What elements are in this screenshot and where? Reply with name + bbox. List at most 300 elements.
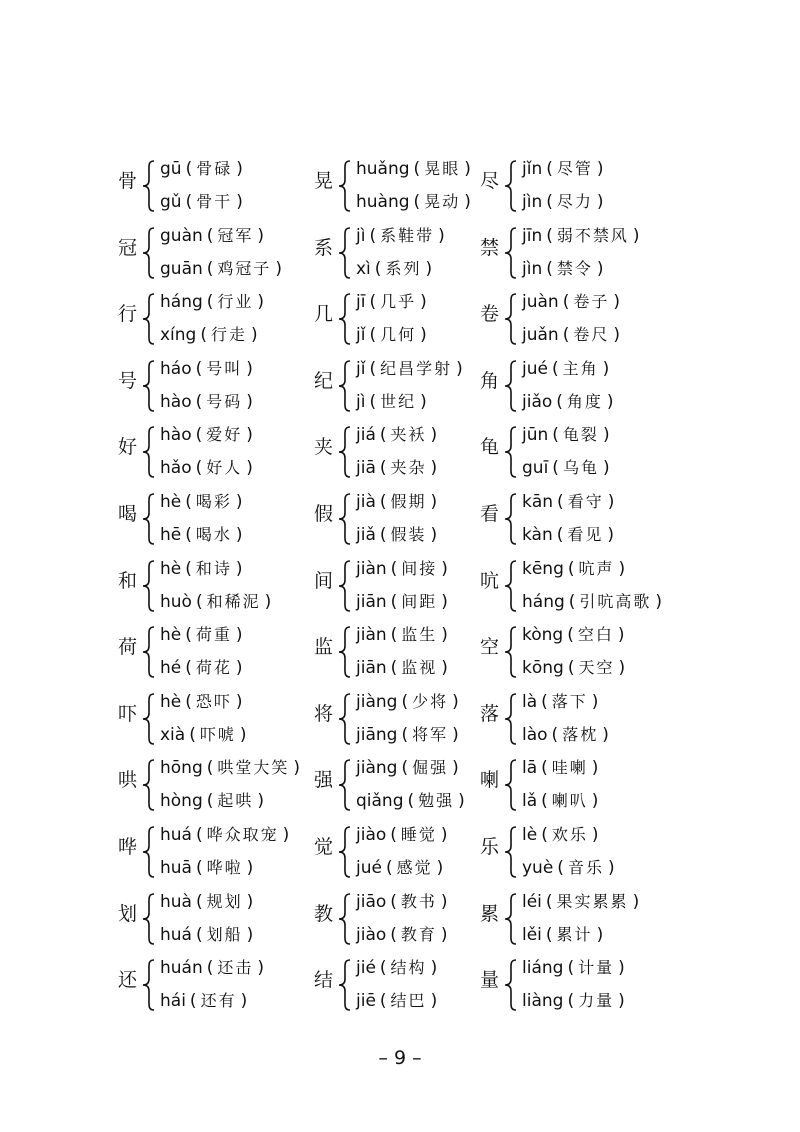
paren-open: ( [401,724,409,745]
entry-character: 几 [314,303,334,326]
example-word: 天空 [578,658,615,678]
reading-line [522,957,629,979]
paren-open: ( [567,558,575,579]
paren-close: ) [235,625,243,646]
paren-open: ( [546,192,553,212]
pinyin: là [522,691,538,712]
reading-line [160,891,257,913]
paren-close: ) [257,958,265,979]
reading-line [356,724,463,746]
brace-icon [138,424,158,480]
reading-line [356,291,431,313]
brace-icon [138,358,158,414]
paren-open: ( [185,558,192,579]
paren-close: ) [596,924,604,945]
example-word: 规划 [206,891,243,911]
example-word: 夹袄 [390,425,427,445]
paren-open: ( [195,358,203,379]
paren-open: ( [413,192,421,212]
paren-close: ) [246,858,254,878]
paren-open: ( [185,658,192,679]
paren-open: ( [407,791,415,812]
paren-close: ) [430,958,438,979]
pinyin: jué [356,858,382,878]
pinyin: jiào [356,825,387,845]
paren-open: ( [541,825,548,845]
brace-icon [500,558,520,614]
paren-close: ) [441,558,448,579]
example-word: 教书 [400,891,437,911]
paren-open: ( [369,292,377,313]
brace-icon [334,957,354,1013]
paren-open: ( [195,425,203,446]
paren-close: ) [607,858,615,878]
pinyin: gǔ [160,192,182,212]
pinyin: guān [160,258,203,279]
pinyin: kōng [522,658,564,679]
reading-line [356,657,452,679]
pinyin: huǎng [356,159,410,179]
entry-character: 乐 [480,836,500,858]
paren-open: ( [195,591,203,612]
example-word: 纪昌学射 [380,358,453,378]
pinyin: jiàng [356,758,398,779]
reading-line [160,358,257,380]
entry-item [118,485,318,551]
example-word: 结巴 [390,991,427,1011]
paren-close: ) [430,458,438,479]
example-word: 弱不禁风 [556,225,629,245]
example-word: 引吭高歌 [579,591,652,611]
brace-icon [500,158,520,214]
paren-open: ( [189,991,197,1012]
reading-line [522,158,608,180]
paren-close: ) [275,258,283,279]
brace-icon [500,491,520,547]
entry-item [118,152,318,218]
reading-line [356,891,452,913]
brace-icon [334,358,354,414]
paren-open: ( [379,425,387,446]
paren-open: ( [379,458,387,479]
paren-close: ) [282,825,290,845]
paren-close: ) [602,724,609,745]
entry-character: 号 [118,369,138,392]
paren-close: ) [236,159,243,179]
paren-open: ( [551,724,559,745]
entry-item [118,285,318,351]
reading-line [522,424,614,446]
example-word: 吓唬 [199,724,236,744]
reading-line [356,225,449,247]
paren-open: ( [195,858,203,878]
paren-open: ( [557,492,564,512]
reading-line [160,990,251,1012]
paren-close: ) [456,358,463,379]
paren-open: ( [557,858,564,878]
example-word: 间接 [401,558,438,578]
example-word: 爱好 [206,425,243,445]
brace-icon [334,424,354,480]
paren-open: ( [551,358,559,379]
entry-item [118,818,318,884]
reading-line [522,724,613,746]
example-word: 行走 [211,325,248,345]
entry-character: 看 [480,503,500,525]
entry-item [118,685,318,751]
reading-line [356,624,452,646]
example-word: 音乐 [567,858,604,877]
pinyin: lǎ [522,791,538,812]
entry-character: 强 [314,769,334,792]
brace-icon [138,624,158,680]
example-word: 卷子 [573,292,610,312]
reading-line [160,957,268,979]
paren-close: ) [596,192,604,212]
pinyin: lā [522,758,538,779]
pinyin: huà [160,891,192,912]
example-word: 晃眼 [424,159,461,178]
reading-line [160,258,286,280]
example-word: 落下 [551,691,588,711]
example-word: 看见 [567,525,604,544]
paren-close: ) [438,225,445,246]
paren-open: ( [195,825,203,845]
brace-icon [334,624,354,680]
brace-icon [500,757,520,813]
reading-line [522,691,602,713]
example-word: 将军 [412,724,449,744]
pinyin: yuè [522,858,554,878]
example-word: 空白 [577,625,614,645]
paren-close: ) [246,425,253,446]
paren-close: ) [440,825,448,845]
paren-open: ( [545,924,553,945]
pinyin: juàn [522,292,559,313]
paren-open: ( [379,525,387,545]
pinyin: liáng [522,958,564,979]
example-word: 吭声 [578,558,615,578]
paren-open: ( [568,591,576,612]
reading-line [356,424,441,446]
entry-character: 划 [118,902,138,925]
paren-close: ) [618,991,625,1012]
brace-icon [500,424,520,480]
pinyin: jīn [522,225,543,246]
paren-open: ( [374,258,382,279]
brace-icon [138,558,158,614]
reading-line [356,857,447,879]
brace-icon [500,225,520,281]
brace-icon [334,225,354,281]
paren-close: ) [452,691,459,712]
paren-close: ) [602,425,610,446]
paren-open: ( [562,325,570,346]
paren-close: ) [430,492,438,512]
pinyin: jiàng [356,691,398,712]
pinyin: lào [522,724,548,745]
entry-character: 吓 [118,702,138,725]
entry-character: 骨 [118,170,138,192]
entry-character: 监 [314,636,334,659]
pinyin: hái [160,991,186,1012]
paren-close: ) [239,724,247,745]
example-word: 哗众取宠 [206,825,279,844]
paren-open: ( [546,159,553,179]
paren-open: ( [195,891,203,912]
reading-line [160,391,257,413]
pinyin: jiāng [356,724,398,745]
paren-close: ) [618,558,626,579]
entry-character: 和 [118,569,138,592]
paren-open: ( [369,358,377,379]
paren-open: ( [185,192,193,212]
example-word: 哇喇 [551,758,588,778]
paren-close: ) [458,791,465,812]
paren-close: ) [464,159,471,179]
paren-close: ) [235,691,243,712]
reading-line [356,924,452,946]
example-word: 乌龟 [562,458,599,478]
paren-close: ) [613,325,620,346]
paren-open: ( [369,225,377,246]
example-word: 倔强 [412,758,449,778]
pinyin: léi [522,891,542,912]
pinyin: jiǎo [522,391,553,412]
reading-line [160,591,275,613]
example-word: 世纪 [380,391,417,411]
paren-open: ( [185,525,192,545]
pinyin: lěi [522,924,542,945]
pinyin: jǐ [356,358,366,379]
paren-open: ( [206,225,214,246]
reading-line [522,291,624,313]
reading-line [160,790,268,812]
example-word: 假期 [390,492,427,511]
paren-close: ) [257,225,265,246]
reading-line [522,358,613,380]
paren-open: ( [413,159,421,179]
example-word: 睡觉 [400,825,437,844]
reading-line [356,191,475,213]
brace-icon [138,491,158,547]
pinyin: jié [356,958,376,979]
paren-close: ) [618,958,625,979]
reading-line [522,524,618,546]
example-word: 系列 [385,258,422,278]
paren-close: ) [596,258,604,279]
example-word: 计量 [578,958,615,978]
example-word: 尽力 [556,192,593,211]
pinyin: kàn [522,525,553,545]
paren-close: ) [246,358,253,379]
paren-close: ) [441,591,448,612]
pinyin: juǎn [522,325,559,346]
example-word: 好人 [206,458,243,478]
entry-character: 吭 [480,569,500,592]
reading-line [522,225,644,247]
entry-character: 禁 [480,236,500,259]
entry-item [480,485,680,551]
brace-icon [138,891,158,947]
reading-line [160,291,268,313]
pinyin: jué [522,358,548,379]
example-word: 教育 [400,924,437,944]
example-word: 累计 [556,924,593,944]
example-word: 起哄 [217,791,254,811]
paren-close: ) [441,625,448,646]
reading-line [356,391,431,413]
example-word: 哄堂大笑 [217,758,290,778]
paren-close: ) [430,525,438,545]
paren-close: ) [440,924,448,945]
paren-open: ( [200,325,207,346]
example-word: 尽管 [556,159,593,178]
paren-open: ( [379,492,387,512]
paren-close: ) [602,358,610,379]
reading-line [160,924,257,946]
example-word: 荷重 [195,625,232,645]
entry-item [118,751,318,817]
entry-item [118,951,318,1017]
entry-item [480,885,680,951]
entry-item [480,352,680,418]
example-word: 龟裂 [562,425,599,445]
reading-line [356,558,452,580]
pinyin: jiàn [356,625,387,646]
brace-icon [500,358,520,414]
entry-character: 纪 [314,369,334,392]
pinyin: huàng [356,192,410,212]
page-number-dash-right: – [406,1047,422,1069]
paren-close: ) [464,192,471,212]
entry-character: 量 [480,969,500,992]
reading-line [160,524,247,546]
paren-open: ( [567,991,575,1012]
pinyin: hǎo [160,458,192,479]
paren-close: ) [235,658,243,679]
entry-character: 喝 [118,503,138,525]
reading-line [522,990,629,1012]
pinyin: lè [522,825,538,845]
reading-line [522,324,624,346]
pinyin: huán [160,958,203,979]
paren-close: ) [596,159,604,179]
paren-close: ) [235,492,243,512]
entry-character: 系 [314,236,334,259]
example-word: 骨碌 [196,159,233,178]
pinyin: huā [160,858,192,878]
brace-icon [334,757,354,813]
paren-open: ( [185,159,193,179]
paren-open: ( [541,791,548,812]
reading-line [160,158,247,180]
paren-close: ) [632,225,640,246]
paren-open: ( [390,924,397,945]
example-word: 假装 [390,525,427,544]
reading-line [356,324,431,346]
pinyin: háng [522,591,565,612]
pinyin: jiǎ [356,525,376,545]
reading-line [522,457,614,479]
example-word: 禁令 [556,258,593,278]
brace-icon [334,291,354,347]
paren-open: ( [562,292,570,313]
entry-character: 累 [480,902,500,925]
reading-line [522,824,602,846]
brace-icon [334,691,354,747]
reading-line [160,457,257,479]
entry-item [480,152,680,218]
paren-close: ) [236,192,243,212]
paren-close: ) [251,325,258,346]
reading-line [160,657,247,679]
paren-close: ) [257,791,265,812]
example-word: 哗啦 [206,858,243,877]
paren-close: ) [591,758,599,779]
pinyin: jìn [522,258,543,279]
entry-character: 间 [314,569,334,592]
example-word: 鸡冠子 [217,258,272,278]
brace-icon [334,558,354,614]
pinyin: jì [356,225,366,246]
paren-close: ) [264,591,272,612]
pinyin: hè [160,558,182,579]
brace-icon [500,624,520,680]
reading-line [160,757,304,779]
pinyin: jiē [356,991,376,1012]
reading-line [160,691,247,713]
reading-line [522,558,629,580]
example-word: 卷尺 [573,325,610,345]
paren-open: ( [541,691,548,712]
example-word: 冠军 [217,225,254,245]
paren-close: ) [420,325,427,346]
paren-open: ( [390,658,398,679]
entry-character: 角 [480,369,500,392]
reading-line [356,158,475,180]
pinyin: gū [160,159,182,179]
paren-close: ) [606,391,614,412]
pinyin: qiǎng [356,791,404,812]
paren-open: ( [556,525,564,545]
paren-open: ( [390,825,397,845]
paren-open: ( [369,391,377,412]
reading-line [522,491,618,513]
paren-open: ( [567,625,574,646]
paren-close: ) [436,858,444,878]
brace-icon [334,824,354,880]
pinyin: hè [160,625,182,646]
paren-close: ) [430,425,438,446]
example-word: 结构 [390,958,427,978]
pinyin: jiàn [356,558,387,579]
entry-character: 行 [118,303,138,326]
entry-character: 龟 [480,436,500,459]
entry-item [118,219,318,285]
example-word: 落枕 [562,724,599,744]
brace-icon [500,891,520,947]
paren-open: ( [379,991,387,1012]
brace-icon [500,824,520,880]
entry-character: 教 [314,902,334,925]
page-number [0,1047,800,1069]
brace-icon [138,757,158,813]
entry-character: 冠 [118,236,138,259]
example-word: 间距 [401,591,438,611]
reading-line [522,790,602,812]
pinyin: guàn [160,225,203,246]
